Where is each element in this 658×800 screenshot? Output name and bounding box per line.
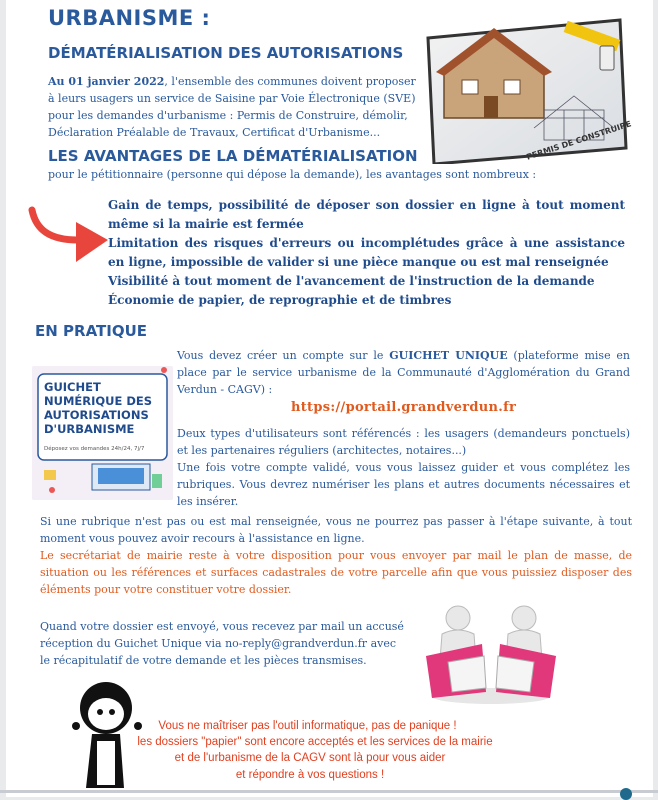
mail-paragraph: Quand votre dossier est envoyé, vous recevez par mail un accusé réception du Guichet Unique via no-reply@grandverdun.fr avec le récapitulatif de votre demande et les pièces transmises.: [40, 620, 404, 667]
bottom-divider: [0, 790, 658, 793]
advantages-intro: pour le pétitionnaire (personne qui dépose la demande), les avantages sont nombreux :: [48, 168, 537, 181]
guichet-line3: AUTORISATIONS: [44, 408, 149, 422]
practice-paragraph-4: Si une rubrique n'est pas ou est mal renseignée, vous ne pourrez pas passer à l'étape suivante, à tout moment vous pouvez avoir recours à l'assistance en ligne.: [40, 515, 632, 545]
arrow-icon: [28, 206, 110, 274]
corner-dot: [620, 788, 632, 800]
guichet-url-link[interactable]: https://portail.grandverdun.fr: [291, 400, 517, 415]
guichet-line1: GUICHET: [44, 380, 101, 394]
guichet-subline: Déposez vos demandes 24h/24, 7j/7: [44, 446, 145, 452]
guichet-line4: D'URBANISME: [44, 422, 135, 436]
people-laptops-icon: [422, 600, 560, 708]
practice-paragraph-1: Vous devez créer un compte sur le GUICHET UNIQUE (plateforme mise en place par le service urbanisme de la Communauté d'Agglomération du Grand Verdun - CAGV) :: [177, 349, 631, 396]
help-note-line4: et répondre à vos questions !: [235, 769, 385, 781]
guichet-line2: NUMÉRIQUE DES: [44, 394, 153, 408]
house-construction-image: [424, 18, 633, 164]
advantages-heading: LES AVANTAGES DE LA DÉMATÉRIALISATION: [48, 147, 418, 165]
practice-paragraph-2: Deux types d'utilisateurs sont référencés : les usagers (demandeurs ponctuels) et les partenaires réguliers (architectes, notaires...): [177, 427, 630, 457]
help-note-line2: les dossiers "papier" sont encore acceptés et les services de la mairie: [137, 736, 493, 748]
list-item: Limitation des risques d'erreurs ou incomplétudes grâce à une assistance en ligne, impossible de valider si une pièce manque ou est mal renseignée: [108, 236, 625, 269]
advantages-list: [108, 196, 625, 310]
help-note-line3: et de l'urbanisme de la CAGV sont là pour vous aider: [174, 752, 446, 764]
laptops-image: [422, 600, 560, 708]
practice-heading: EN PRATIQUE: [35, 322, 148, 340]
guichet-numerique-image: [32, 366, 173, 500]
intro-paragraph: Au 01 janvier 2022, l'ensemble des communes doivent proposer à leurs usagers un service de Saisine par Voie Électronique (SVE) pour les demandes d'urbanisme : Permis de Construire, démolir, Déclaration Préalable de Travaux, Certificat d'Urbanisme...: [48, 75, 416, 139]
list-item: Économie de papier, de reprographie et de timbres: [108, 293, 452, 307]
list-item: Gain de temps, possibilité de déposer son dossier en ligne à tout moment même si la mairie est fermée: [108, 198, 625, 231]
intro-date: Au 01 janvier 2022: [48, 75, 165, 88]
house-blueprint-icon: [424, 18, 628, 164]
practice-paragraph-3: Une fois votre compte validé, vous vous laissez guider et vous complétez les rubriques. Vous devrez numériser les plans et autres documents nécessaires et les insérer.: [177, 461, 630, 508]
page-title: URBANISME :: [48, 6, 211, 30]
dematerialisation-heading: DÉMATÉRIALISATION DES AUTORISATIONS: [48, 44, 404, 62]
secretariat-paragraph: Le secrétariat de mairie reste à votre disposition pour vous envoyer par mail le plan de masse, de situation ou les références et surfaces cadastrales de votre parcelle afin que vous puissiez disposer des éléments pour votre constituer votre dossier.: [40, 549, 632, 596]
help-note-line1: Vous ne maîtriser pas l'outil informatique, pas de panique !: [158, 720, 457, 732]
house-image-caption: PERMIS DE CONSTRUIRE: [525, 119, 633, 162]
list-item: Visibilité à tout moment de l'avancement de l'instruction de la demande: [108, 274, 595, 288]
